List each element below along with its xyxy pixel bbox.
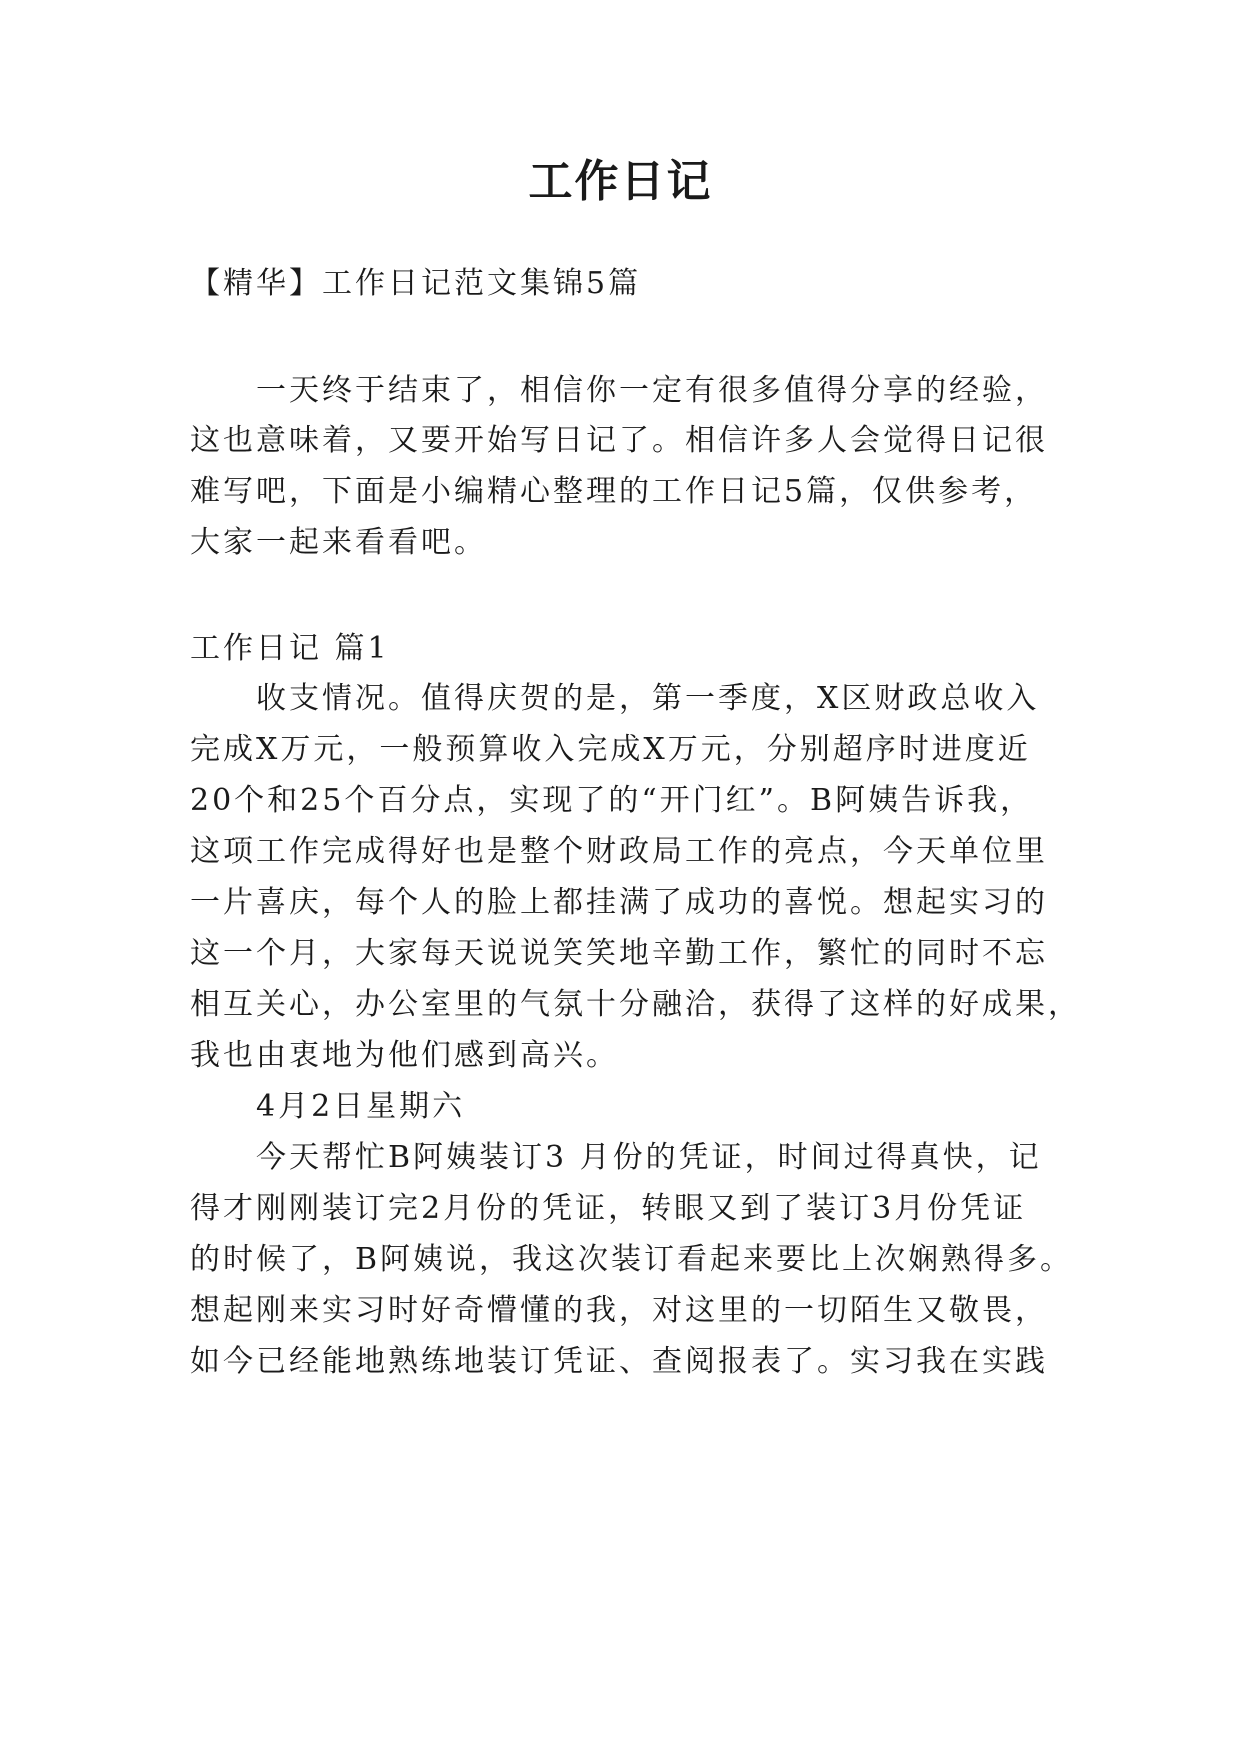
body-line: 收支情况。值得庆贺的是，第一季度，X区财政总收入 <box>256 681 1040 716</box>
document-title: 工作日记 <box>528 156 713 207</box>
intro-line: 大家一起来看看吧。 <box>190 525 487 560</box>
body-line: 20个和25个百分点，实现了的“开门红”。B阿姨告诉我， <box>190 783 1034 818</box>
body-line: 这项工作完成得好也是整个财政局工作的亮点，今天单位里 <box>190 834 1048 869</box>
intro-line: 一天终于结束了，相信你一定有很多值得分享的经验， <box>256 373 1048 408</box>
body-line: 的时候了，B阿姨说，我这次装订看起来要比上次娴熟得多。 <box>190 1242 1074 1277</box>
body-line: 我也由衷地为他们感到高兴。 <box>190 1038 619 1073</box>
body-line: 得才刚刚装订完2月份的凭证，转眼又到了装订3月份凭证 <box>190 1191 1027 1226</box>
body-line: 这一个月，大家每天说说笑笑地辛勤工作，繁忙的同时不忘 <box>190 936 1048 971</box>
document-subtitle: 【精华】工作日记范文集锦5篇 <box>190 266 642 301</box>
intro-line: 这也意味着，又要开始写日记了。相信许多人会觉得日记很 <box>190 423 1048 458</box>
body-line: 相互关心，办公室里的气氛十分融洽，获得了这样的好成果， <box>190 987 1081 1022</box>
body-line: 如今已经能地熟练地装订凭证、查阅报表了。实习我在实践 <box>190 1344 1048 1379</box>
intro-line: 难写吧，下面是小编精心整理的工作日记5篇，仅供参考， <box>190 474 1038 509</box>
body-line: 想起刚来实习时好奇懵懂的我，对这里的一切陌生又敬畏， <box>190 1293 1048 1328</box>
section-heading: 工作日记 篇1 <box>190 631 390 666</box>
body-line: 完成X万元，一般预算收入完成X万元，分别超序时进度近 <box>190 732 1031 767</box>
body-line: 今天帮忙B阿姨装订3 月份的凭证，时间过得真快，记 <box>256 1140 1042 1175</box>
date-line: 4月2日星期六 <box>256 1089 466 1124</box>
body-line: 一片喜庆，每个人的脸上都挂满了成功的喜悦。想起实习的 <box>190 885 1048 920</box>
